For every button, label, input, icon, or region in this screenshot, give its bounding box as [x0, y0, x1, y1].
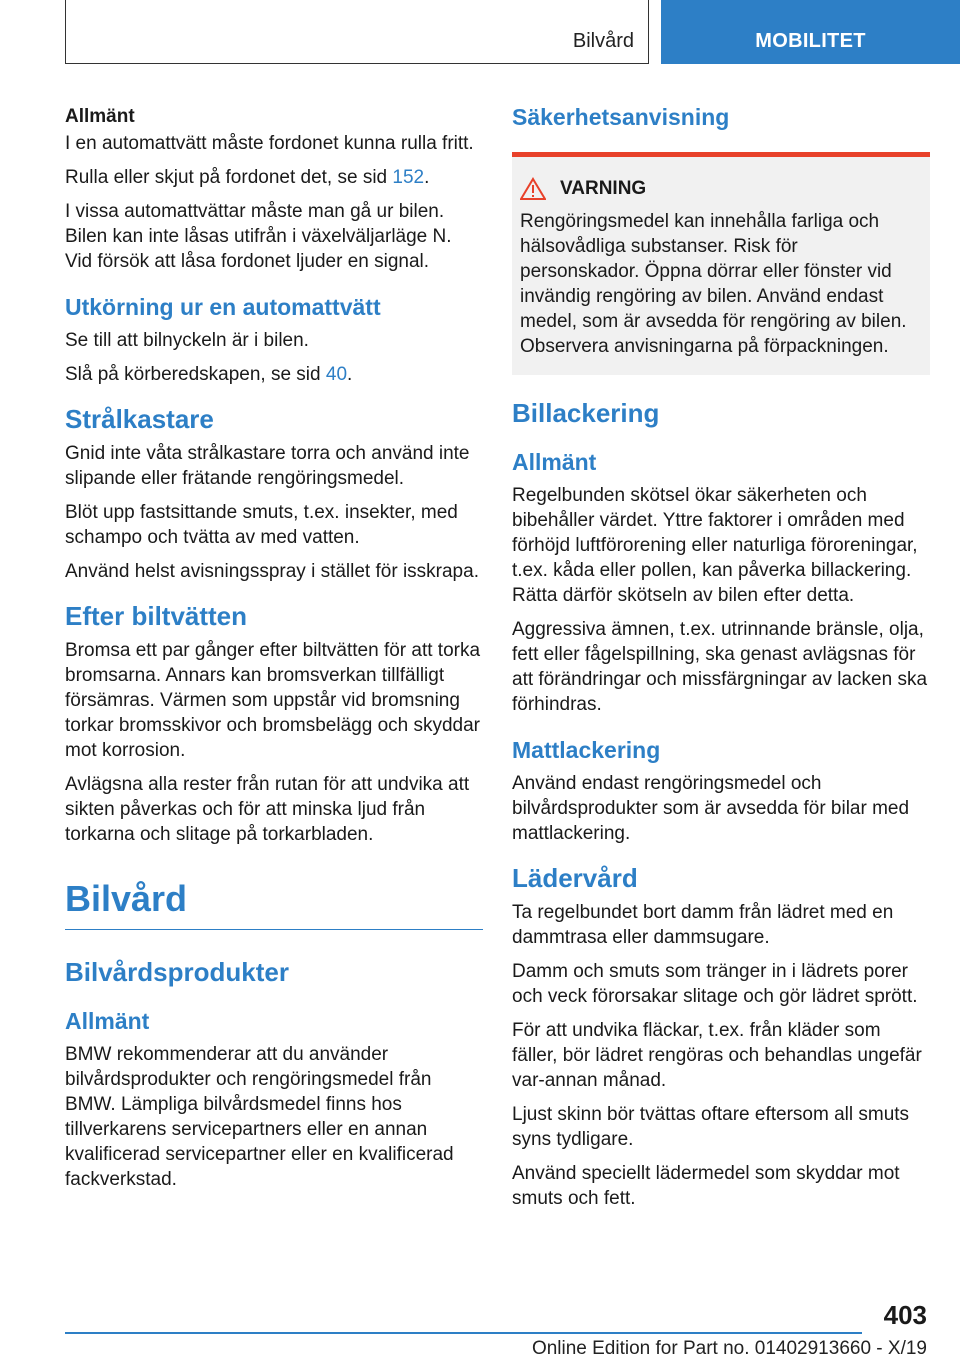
- intro-p2-end: .: [424, 167, 430, 188]
- left-column: [65, 100, 483, 1201]
- after-wash-paragraph-2: Avlägsna alla rester från rutan för att undvika att sikten påverkas och för att minska ljud från torkarna och slitage på torkarbladen.: [65, 774, 470, 845]
- intro-paragraph-1: I en automattvätt måste fordonet kunna rulla fritt.: [65, 133, 474, 154]
- after-wash-paragraph-1: Bromsa ett par gånger efter biltvätten för att torka bromsarna. Annars kan bromsverkan tillfälligt försämras. Värmen som uppstår vid bromsning torkar bromsskivor och bromsbelägg och skyddar mot korrosion.: [65, 640, 481, 761]
- footer-edition: Online Edition for Part no. 01402913660 - X/19: [531, 1338, 927, 1359]
- general-paragraph-1: BMW rekommenderar att du använder bilvårdsprodukter och rengöringsmedel från BMW. Lämpliga bilvårdsmedel finns hos tillverkarens servicepartners eller en annan kvalificerad servicepartner eller en kvalificerad fackverkstad.: [65, 1044, 454, 1190]
- headlights-heading: Strålkastare: [65, 404, 214, 434]
- intro-p2-text: Rulla eller skjut på fordonet det, se sid: [65, 167, 393, 188]
- headlights-paragraph-3: Använd helst avisningsspray i stället för isskrapa.: [65, 561, 479, 582]
- intro-heading: Allmänt: [65, 106, 135, 127]
- matt-paragraph-1: Använd endast rengöringsmedel och bilvårdsprodukter som är avsedda för bilar med mattlackering.: [512, 773, 910, 844]
- exit-paragraph-1: Se till att bilnyckeln är i bilen.: [65, 330, 309, 351]
- intro-paragraph-3: I vissa automattvättar måste man gå ur bilen. Bilen kan inte låsas utifrån i växelväljarläge N. Vid försök att låsa fordonet ljuder en signal.: [65, 201, 452, 272]
- warning-triangle-icon: [520, 177, 546, 201]
- right-column: [512, 100, 930, 1220]
- leather-paragraph-4: Ljust skinn bör tvättas oftare eftersom all smuts syns tydligare.: [512, 1104, 910, 1150]
- matt-heading: Mattlackering: [512, 737, 661, 763]
- headlights-paragraph-1: Gnid inte våta strålkastare torra och använd inte slipande eller frätande rengöringsmedel.: [65, 443, 470, 489]
- paint-paragraph-1: Regelbunden skötsel ökar säkerheten och bibehåller värdet. Yttre faktorer i områden med förhöjd luftförorening eller naturliga föroreningar, t.ex. kåda eller pollen, kan påverka billackering. Rätta därför skötseln av bilen efter detta.: [512, 485, 918, 606]
- intro-paragraph-2: [65, 165, 483, 190]
- headlights-paragraph-2: Blöt upp fastsittande smuts, t.ex. insekter, med schampo och tvätta av med vatten.: [65, 502, 458, 548]
- after-wash-heading: Efter biltvätten: [65, 601, 248, 631]
- leather-paragraph-5: Använd speciellt lädermedel som skyddar mot smuts och fett.: [512, 1163, 900, 1209]
- warning-title-row: [520, 177, 920, 201]
- footer-divider: [65, 1332, 862, 1334]
- exit-heading: Utkörning ur en automattvätt: [65, 294, 381, 320]
- leather-paragraph-1: Ta regelbundet bort damm från lädret med en dammtrasa eller dammsugare.: [512, 902, 894, 948]
- page-number: 403: [883, 1300, 927, 1330]
- leather-paragraph-2: Damm och smuts som tränger in i lädrets porer och veck förorsakar slitage och gör lädret sprött.: [512, 961, 918, 1007]
- exit-p2-text: Slå på körberedskapen, se sid: [65, 364, 326, 385]
- warning-text: Rengöringsmedel kan innehålla farliga och hälsovådliga substanser. Risk för personskador. Öppna dörrar eller fönster vid invändig rengöring av bilen. Använd endast medel, som är avsedda för rengöring av bilen. Observera anvisningarna på förpackningen.: [520, 211, 907, 357]
- header-title: Bilvård: [572, 30, 634, 52]
- page-link-152[interactable]: 152: [392, 167, 425, 188]
- warning-title: VARNING: [560, 178, 647, 199]
- paint-general-heading: Allmänt: [512, 449, 597, 475]
- paint-paragraph-2: Aggressiva ämnen, t.ex. utrinnande bränsle, olja, fett eller fågelspillning, ska genast avlägsnas för att förändringar och missfärgningar av lacken ska förhindras.: [512, 619, 928, 715]
- products-heading: Bilvårdsprodukter: [65, 957, 289, 987]
- car-care-title: Bilvård: [65, 877, 483, 930]
- leather-heading: Lädervård: [512, 863, 638, 893]
- exit-paragraph-2: [65, 362, 483, 387]
- general-heading: Allmänt: [65, 1008, 150, 1034]
- warning-box: [512, 152, 930, 375]
- safety-heading: Säkerhetsanvisning: [512, 104, 730, 130]
- paint-heading: Billackering: [512, 398, 660, 428]
- leather-paragraph-3: För att undvika fläckar, t.ex. från kläder som fäller, bör lädret rengöras och behandlas ungefär var-annan månad.: [512, 1020, 922, 1091]
- header-frame: [65, 0, 649, 64]
- exit-p2-end: .: [347, 364, 353, 385]
- section-tab-mobilitet[interactable]: MOBILITET: [661, 0, 960, 64]
- page-link-40[interactable]: 40: [325, 364, 348, 385]
